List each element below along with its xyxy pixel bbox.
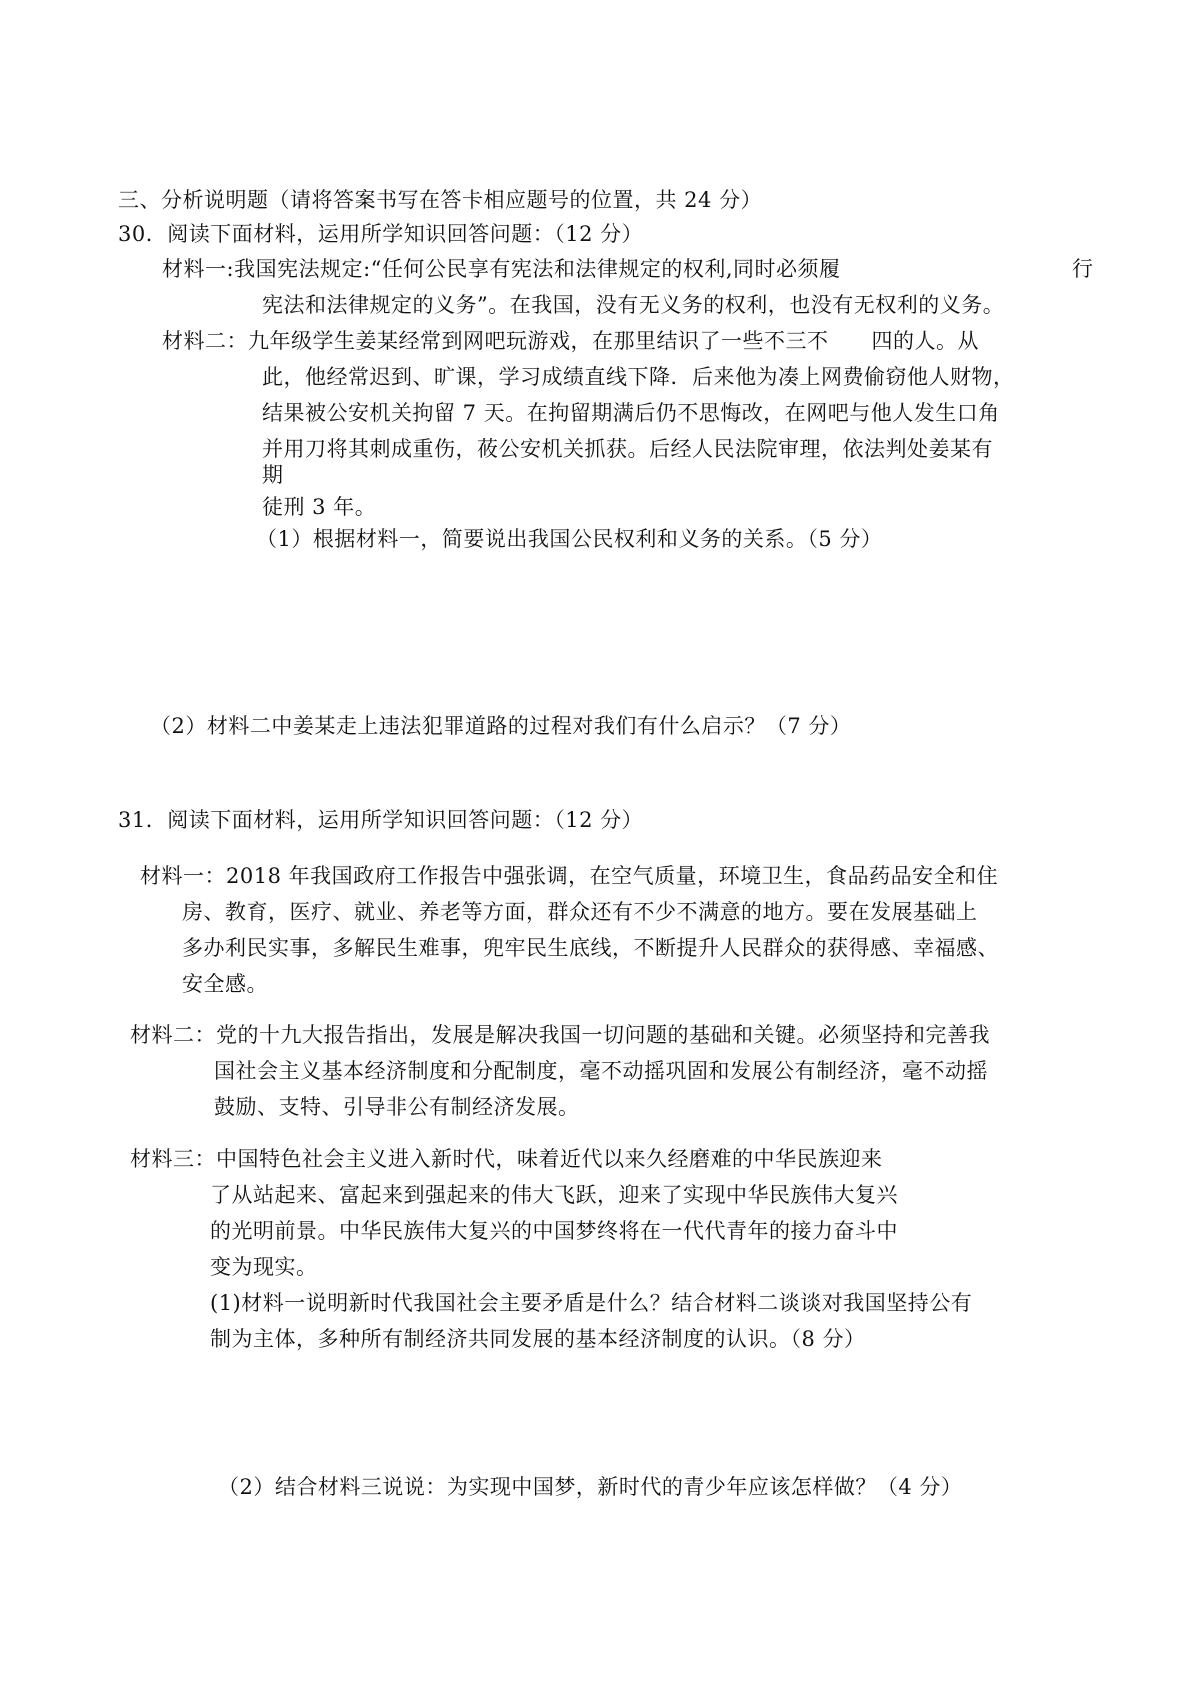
q31-material1-line2: 房、教育，医疗、就业、养老等方面，群众还有不少不满意的地方。要在发展基础上 — [182, 900, 978, 924]
q31-material1-line4: 安全感。 — [182, 972, 268, 996]
q31-sub1-line1: (1)材料一说明新时代我国社会主要矛盾是什么？结合材料二谈谈对我国坚持公有 — [210, 1291, 973, 1315]
q31-material2-line2: 国社会主义基本经济制度和分配制度，毫不动摇巩固和发展公有制经济，毫不动摇 — [214, 1059, 988, 1083]
q31-material1-line1: 材料一：2018 年我国政府工作报告中强张调，在空气质量，环境卫生，食品药品安全和住 — [140, 864, 999, 888]
q30-sub2: （2）材料二中姜某走上违法犯罪道路的过程对我们有什么启示？（7 分） — [150, 714, 852, 738]
q30-material1-line1: 材料一:我国宪法规定:“任何公民享有宪法和法律规定的权利,同时必须履 — [162, 257, 841, 281]
section-heading: 三、分析说明题（请将答案书写在答卡相应题号的位置，共 24 分） — [118, 188, 763, 212]
q30-stem: 30．阅读下面材料，运用所学知识回答问题：（12 分） — [118, 222, 644, 246]
q31-sub1-line2: 制为主体，多种所有制经济共同发展的基本经济制度的认识。（8 分） — [210, 1327, 866, 1351]
q31-material3-line3: 的光明前景。中华民族伟大复兴的中国梦终将在一代代青年的接力奋斗中 — [210, 1219, 898, 1243]
q31-material3-line2: 了从站起来、富起来到强起来的伟大飞跃，迎来了实现中华民族伟大复兴 — [210, 1183, 898, 1207]
q31-material3-line1: 材料三：中国特色社会主义进入新时代，味着近代以来久经磨难的中华民族迎来 — [130, 1147, 883, 1171]
q30-material1-line1-tail: 行 — [1072, 257, 1093, 281]
q30-material2-line5: 期 — [262, 463, 284, 487]
q31-material3-line4: 变为现实。 — [210, 1255, 318, 1279]
q30-material2-line4: 并用刀将其刺成重伤，莜公安机关抓获。后经人民法院审理，依法判处姜某有 — [262, 437, 993, 461]
q30-material2-line6: 徒刑 3 年。 — [262, 495, 377, 519]
q31-material2-line3: 鼓励、支特、引导非公有制经济发展。 — [214, 1095, 580, 1119]
q31-sub2: （2）结合材料三说说：为实现中国梦，新时代的青少年应该怎样做？（4 分） — [218, 1475, 963, 1499]
q30-material2-line3: 结果被公安机关拘留 7 天。在拘留期满后仍不思悔改，在网吧与他人发生口角 — [262, 401, 1000, 425]
q31-material1-line3: 多办利民实事，多解民生难事，兜牢民生底线，不断提升人民群众的获得感、幸福感、 — [182, 936, 999, 960]
q30-sub1: （1）根据材料一，简要说出我国公民权利和义务的关系。（5 分） — [256, 527, 883, 551]
q31-stem: 31．阅读下面材料，运用所学知识回答问题：（12 分） — [118, 808, 644, 832]
q31-material2-line1: 材料二：党的十九大报告指出，发展是解决我国一切问题的基础和关键。必须坚持和完善我 — [130, 1023, 990, 1047]
q30-material1-line2: 宪法和法律规定的义务”。在我国，没有无义务的权利，也没有无权利的义务。 — [262, 293, 1005, 317]
q30-material2-line2: 此，他经常迟到、旷课，学习成绩直线下降．后来他为凑上网费偷窃他人财物， — [262, 365, 1015, 389]
q30-material2-line1: 材料二：九年级学生姜某经常到网吧玩游戏，在那里结识了一些不三不 四的人。从 — [162, 329, 979, 353]
